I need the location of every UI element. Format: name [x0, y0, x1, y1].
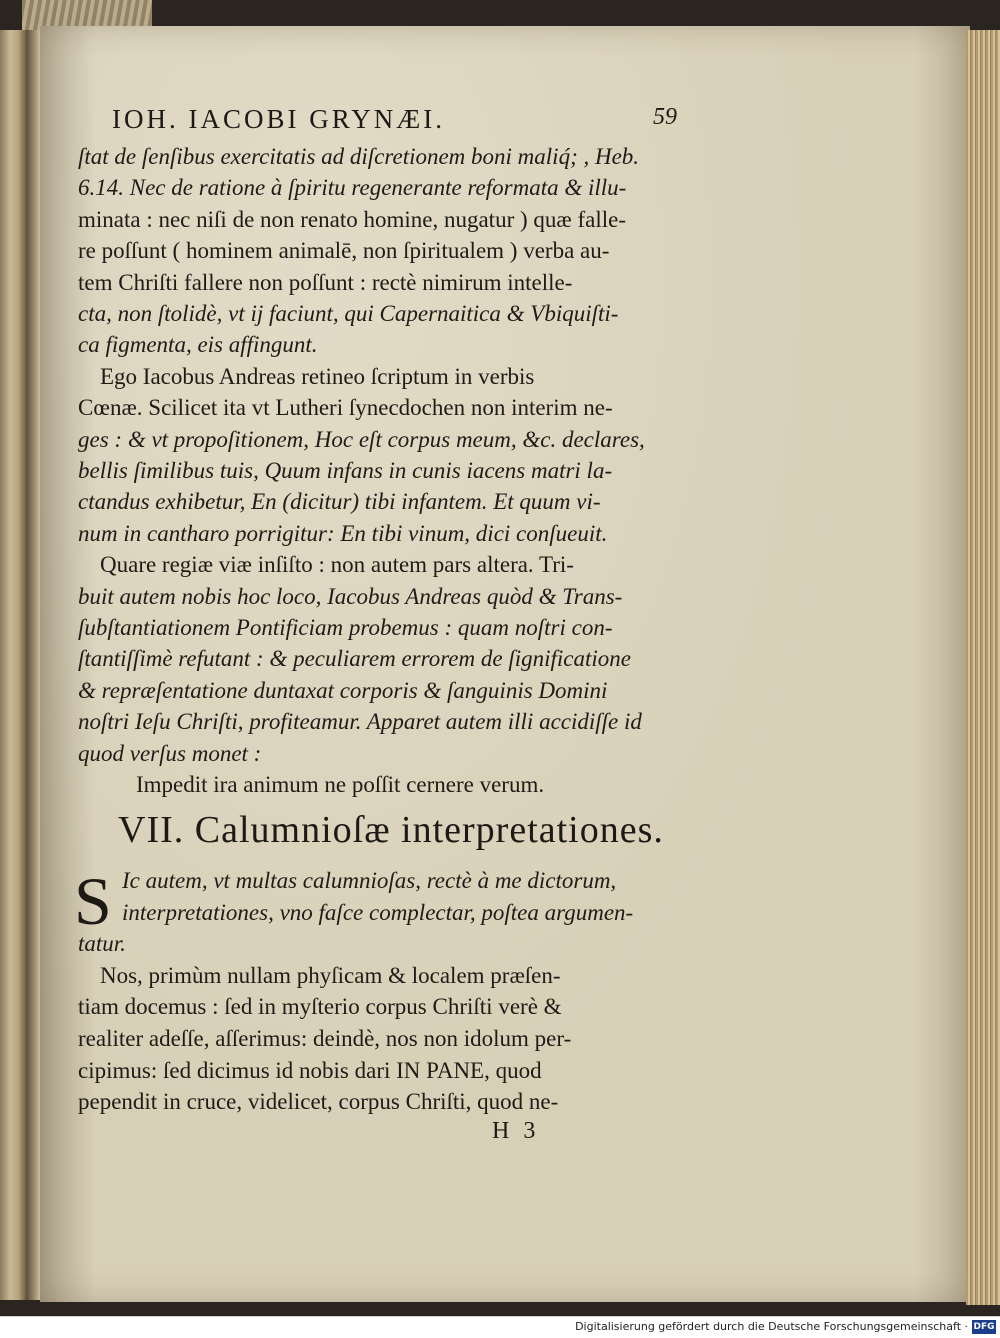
section-heading: VII. Calumnioſæ interpretationes. [118, 809, 664, 851]
footer-bar [0, 1316, 1000, 1338]
text-line: interpretationes, vno faſce complectar, poſtea argumen- [122, 899, 634, 925]
text-line: ſubſtantiationem Pontificiam probemus : quam noſtri con- [78, 615, 613, 640]
text-line: pependit in cruce, videlicet, corpus Chriſti, quod ne- [78, 1089, 559, 1115]
drop-cap: S [74, 863, 112, 939]
text-line: quod verſus monet : [78, 740, 262, 766]
text-line: buit autem nobis hoc loco, Iacobus Andreas quòd & Trans- [78, 583, 623, 609]
text-line: Impedit ira animum ne poſſit cernere verum. [136, 772, 545, 797]
left-page-edge [0, 30, 26, 1300]
signature-mark: H 3 [492, 1118, 540, 1144]
text-line: Nos, primùm nullam phyſicam & localem præſen- [100, 962, 561, 988]
text-line: tem Chriſti fallere non poſſunt : rectè nimirum intelle- [78, 269, 573, 295]
text-line: tiam docemus : ſed in myſterio corpus Chriſti verè & [78, 994, 562, 1020]
text-line: re poſſunt ( hominem animalē, non ſpiritualem ) verba au- [78, 238, 610, 264]
text-line: noſtri Ieſu Chriſti, profiteamur. Apparet autem illi accidiſſe id [78, 709, 642, 735]
text-line: ges : & vt propoſitionem, Hoc eſt corpus meum, &c. declares, [78, 426, 645, 452]
text-line: Quare regiæ viæ inſiſto : non autem pars altera. Tri- [100, 552, 574, 578]
text-line: ca figmenta, eis affingunt. [78, 332, 318, 358]
text-line: Ego Iacobus Andreas retineo ſcriptum in verbis [100, 363, 535, 389]
text-line: bellis ſimilibus tuis, Quum infans in cunis iacens matri la- [78, 458, 613, 483]
text-line: ſtantiſſimè refutant : & peculiarem errorem de ſignificatione [78, 646, 631, 672]
funding-credit: Digitalisierung gefördert durch die Deutsche Forschungsgemeinschaft · [575, 1320, 968, 1333]
text-line: realiter adeſſe, aſſerimus: deindè, nos non idolum per- [78, 1026, 572, 1051]
text-line: tatur. [78, 931, 126, 957]
page-number: 59 [653, 104, 677, 130]
text-line: num in cantharo porrigitur: En tibi vinum, dici conſueuit. [78, 520, 608, 546]
right-page-stack [966, 30, 1000, 1305]
text-line: 6.14. Nec de ratione à ſpiritu regenerante reformata & illu- [78, 175, 627, 201]
book-gutter [26, 30, 40, 1300]
text-line: cipimus: ſed dicimus id nobis dari IN PANE, quod [78, 1057, 542, 1083]
text-line: Cœnæ. Scilicet ita vt Lutheri ſynecdochen non interim ne- [78, 395, 613, 421]
text-line: Ic autem, vt multas calumnioſas, rectè à me dictorum, [122, 868, 617, 893]
text-line: ctandus exhibetur, En (dicitur) tibi infantem. Et quum vi- [78, 489, 601, 515]
dfg-logo-icon: DFG [973, 1322, 995, 1332]
text-line: & repræſentatione duntaxat corporis & ſanguinis Domini [78, 677, 608, 703]
text-line: cta, non ſtolidè, vt ij faciunt, qui Capernaitica & Vbiquiſti- [78, 301, 619, 326]
text-line: minata : nec niſi de non renato homine, nugatur ) quæ falle- [78, 206, 627, 232]
running-head: IOH. IACOBI GRYNÆI. [112, 104, 445, 134]
text-line: ſtat de ſenſibus exercitatis ad diſcretionem boni maliq́; , Heb. [78, 144, 640, 169]
